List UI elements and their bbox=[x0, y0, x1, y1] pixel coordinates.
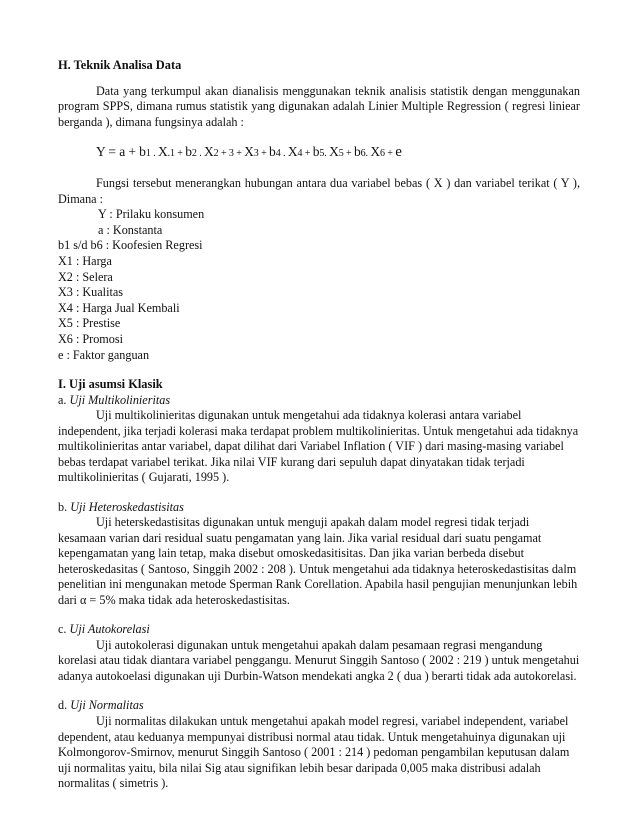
subsection-b-title: Uji Heteroskedastisitas bbox=[70, 499, 184, 514]
eq-sub: 2 . bbox=[191, 148, 204, 160]
subsection-prefix: c. bbox=[58, 622, 70, 637]
eq-sub: 2 + 3 + bbox=[213, 148, 245, 160]
eq-part: X bbox=[204, 144, 214, 160]
subsection-b-body: Uji heterskedastisitas digunakan untuk menguji apakah dalam model regresi tidak terjadi kesamaan varian dari residual suatu pengamatan yang lain. Jika varial residual dari suatu pengamat kepengamatan yang lain tetap, maka disebut omoskedasitisitas. Dan jika varian berbeda disebut heteroskedasitas ( Santoso, Singgih 2002 : 208 ). Untuk mengetahui ada tidaknya heteroskedastisitas dalm penelitian ini mengunakan metode Sperman Rank Corellation. Apabila hasil pengujian menunjunkan lebih dari α = 5% maka tidak ada heteroskedastisitas. bbox=[58, 515, 578, 607]
subsection-d-heading bbox=[58, 698, 580, 714]
eq-sub: 6 + bbox=[380, 148, 396, 160]
variable-line: b1 s/d b6 : Koofesien Regresi bbox=[58, 238, 203, 253]
subsection-prefix: a. bbox=[58, 392, 70, 407]
variable-line: X6 : Promosi bbox=[58, 331, 124, 346]
eq-sub: 5. bbox=[319, 148, 330, 160]
section-i-title: I. Uji asumsi Klasik bbox=[58, 377, 163, 392]
section-h-title: H. Teknik Analisa Data bbox=[58, 58, 182, 72]
eq-part: X bbox=[370, 144, 380, 160]
subsection-a-title: Uji Multikolinieritas bbox=[69, 392, 171, 407]
eq-part: X bbox=[157, 144, 168, 160]
section-h-explain: Fungsi tersebut menerangkan hubungan antara dua variabel bebas ( X ) dan variabel terikat ( Y ), Dimana : bbox=[58, 175, 580, 206]
eq-sub: 4 . bbox=[275, 148, 288, 160]
variable-line: X1 : Harga bbox=[58, 253, 112, 268]
regression-equation bbox=[96, 144, 580, 162]
eq-part: e bbox=[395, 144, 402, 161]
variable-line: e : Faktor ganguan bbox=[58, 347, 150, 362]
definition-a: a : Konstanta bbox=[98, 222, 163, 237]
eq-sub: 3 + bbox=[253, 148, 270, 160]
subsection-d-title: Uji Normalitas bbox=[70, 698, 144, 713]
eq-part: X bbox=[329, 144, 339, 160]
subsection-c-heading bbox=[58, 622, 580, 638]
subsection-c-body: Uji autokolerasi digunakan untuk mengetahui apakah dalam pesamaan regrasi mengandung korelasi atau tidak diantara variabel penggangu. Menurut Singgih Santoso ( 2002 : 219 ) untuk mengetahui adanya autokoelasi digunakan uji Durbin-Watson mendekati angka 2 ( dua ) berarti tidak ada autokorelasi. bbox=[58, 637, 580, 683]
subsection-prefix: d. bbox=[58, 698, 71, 713]
eq-sub: .1 + bbox=[167, 148, 186, 160]
variable-line: X4 : Harga Jual Kembali bbox=[58, 300, 180, 315]
eq-sub: 5 + bbox=[338, 148, 354, 160]
eq-part: b bbox=[312, 144, 320, 160]
eq-part: X bbox=[287, 144, 298, 160]
eq-part: b bbox=[269, 144, 276, 160]
eq-part: Y = a + b bbox=[96, 144, 146, 160]
definition-y: Y : Prilaku konsumen bbox=[98, 207, 205, 222]
variable-line: X2 : Selera bbox=[58, 269, 113, 284]
subsection-b-heading bbox=[58, 500, 580, 516]
subsection-prefix: b. bbox=[58, 499, 71, 514]
eq-sub: 1 . bbox=[145, 148, 158, 160]
subsection-a-body: Uji multikolinieritas digunakan untuk mengetahui ada tidaknya kolerasi antara variabel independent, jika terjadi kolerasi maka terdapat problem multikolinieritas. Untuk mengetahui ada tidaknya multikolinieritas antar variabel, dapat dilihat dari Variabel Inflation ( VIF ) dari masing-masing variabel bebas terdapat variabel terikat. Jika nilai VIF kurang dari sepuluh dapat dinyatakan tidak terjadi multikolinieritas ( Gujarati, 1995 ). bbox=[58, 408, 579, 485]
subsection-d-body: Uji normalitas dilakukan untuk mengetahui apakah model regresi, variabel independent, variabel dependent, atau keduanya mempunyai distribusi normal atau tidak. Untuk mengetahuinya digunakan uji Kolmongorov-Smirnov, menurut Singgih Santoso ( 2001 : 214 ) pedoman pengambilan keputusan dalam uji normalitas yaitu, bila nilai Sig atau signifikan lebih besar daripada 0,005 maka distribusi adalah normalitas ( simetris ). bbox=[58, 714, 570, 791]
variable-line: X3 : Kualitas bbox=[58, 285, 123, 300]
eq-sub: 6. bbox=[360, 148, 371, 160]
subsection-c-title: Uji Autokorelasi bbox=[69, 622, 150, 637]
subsection-a-heading bbox=[58, 393, 580, 409]
variable-line: X5 : Prestise bbox=[58, 316, 121, 331]
eq-part: X bbox=[244, 144, 254, 160]
eq-part: b bbox=[353, 144, 361, 160]
section-h-intro: Data yang terkumpul akan dianalisis menggunakan teknik analisis statistik dengan menggunakan program SPPS, dimana rumus statistik yang digunakan adalah Linier Multiple Regression ( regresi liniear berganda ), dimana fungsinya adalah : bbox=[58, 83, 580, 129]
eq-part: b bbox=[185, 144, 192, 160]
eq-sub: 4 + bbox=[297, 148, 313, 160]
document-page bbox=[58, 58, 580, 792]
